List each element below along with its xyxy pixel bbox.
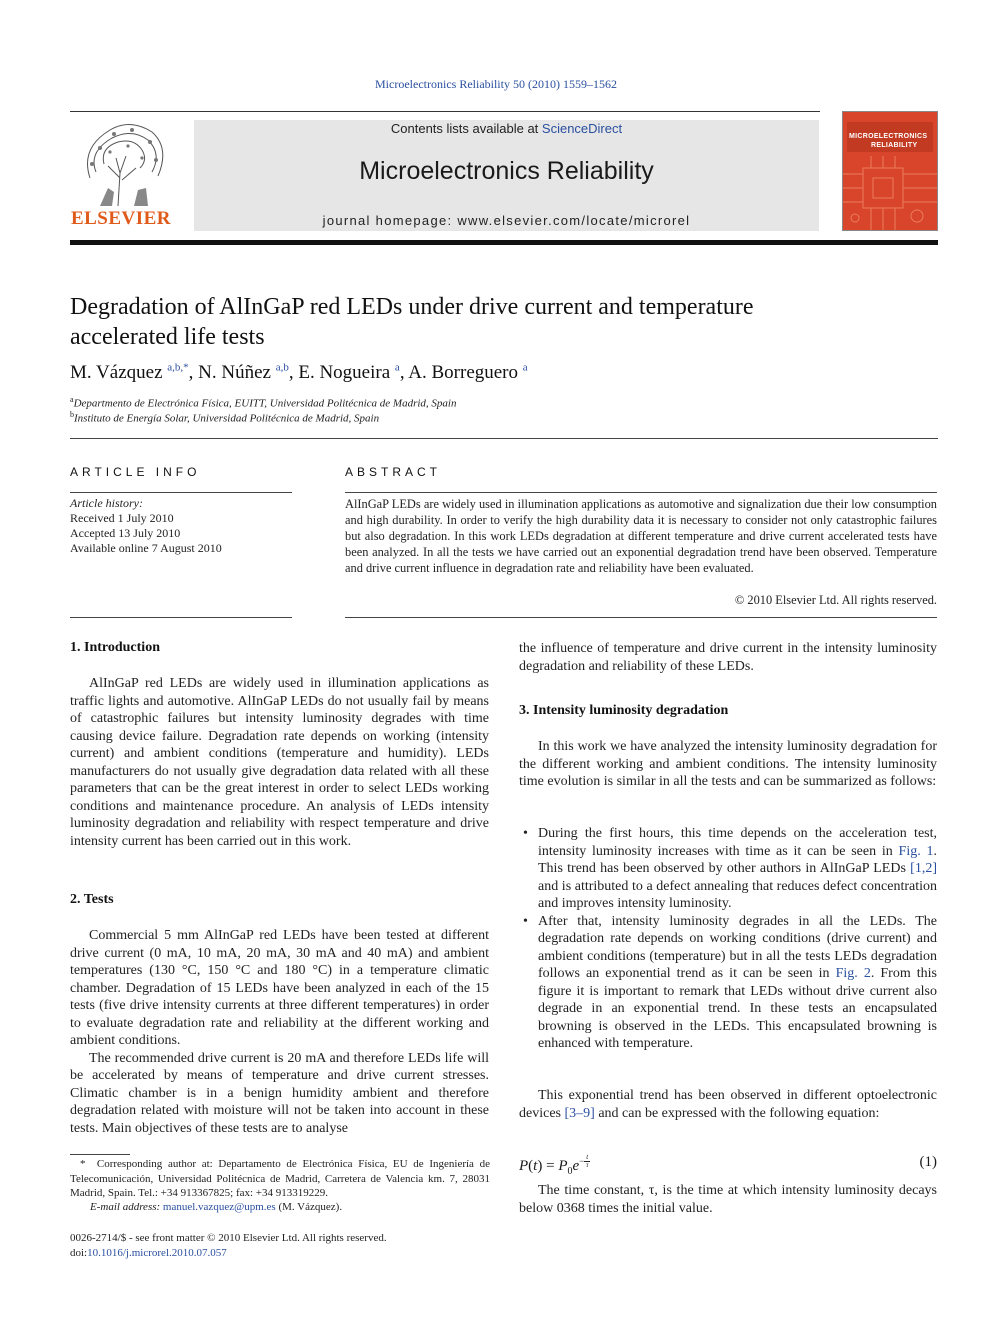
- abstract-bottom-rule: [345, 617, 937, 618]
- email-footnote: [70, 1200, 490, 1215]
- elsevier-logo[interactable]: [70, 118, 172, 230]
- author[interactable]: [198, 362, 298, 383]
- issn-line: 0026-2714/$ - see front matter © 2010 Elsevier Ltd. All rights reserved.: [70, 1232, 387, 1244]
- abstract-heading: ABSTRACT: [345, 465, 442, 479]
- doi-line: [70, 1246, 490, 1261]
- abstract-text: AlInGaP LEDs are widely used in illumination applications as automotive and signalization due their low consumption and high durability. In order to verify the high durability data it is necessary to consider not only catastrophic failures but also degradation. In this work LEDs degradation at different temperature and drive current accelerated tests have been analyzed. In all the tests we have carried out an exponential degradation trend have been observed. Temperature and drive current influence in degradation rate and reliability have been evaluated.: [345, 497, 937, 575]
- equation-formula: $P(t) = P_0e^{-\frac{t}{\tau}}$: [519, 1153, 589, 1177]
- corresponding-text: Corresponding author at: Departamento de Electrónica Física, EU de Ingeniería de Telecomunicación, Universidad Politécnica de Madrid, Carretera de Valencia km. 7, 28031 Madrid, Spain. Tel.: +34 913367825; fax: +34 913319229.: [70, 1158, 490, 1199]
- front-matter: [70, 1231, 490, 1260]
- contents-prefix: Contents lists available at: [390, 121, 542, 136]
- elsevier-tree-icon: [70, 118, 172, 206]
- section-heading-introduction: 1. Introduction: [70, 640, 160, 655]
- degradation-body-3: [519, 1182, 937, 1217]
- author-affiliation-mark[interactable]: a: [394, 362, 400, 374]
- section-heading-degradation: 3. Intensity luminosity degradation: [519, 703, 729, 718]
- author-separator: ,: [399, 362, 409, 384]
- footnote-star: *: [80, 1158, 86, 1170]
- sciencedirect-link[interactable]: ScienceDirect: [541, 121, 623, 136]
- email-owner: (M. Vázquez).: [278, 1201, 343, 1213]
- equation-1: [519, 1154, 937, 1177]
- tests-body: [70, 927, 489, 1137]
- bullet-text: and is attributed to a defect annealing that reduces defect concentration and improves intensity luminosity.: [538, 878, 937, 911]
- paper-title: [70, 292, 870, 352]
- paragraph: Commercial 5 mm AlInGaP red LEDs have been tested at different drive current (0 mA, 10 mA, 20 mA, 30 mA and 40 mA) and ambient temperatures (130 °C, 150 °C and 180 °C) in a temperature climatic chamber. Degradation of 15 LEDs have been analyzed in each of the 15 tests (five drive intensity currents at three different temperatures) in order to evaluate degradation rate and reliability at the different working and ambient conditions.: [70, 928, 489, 1048]
- article-history-label: Article history:: [70, 496, 143, 510]
- title-rule: [70, 438, 938, 439]
- journal-title: Microelectronics Reliability: [359, 157, 654, 185]
- reference-1-2-link[interactable]: [1,2]: [910, 861, 937, 876]
- header-thick-rule: [70, 240, 938, 245]
- author-affiliation-mark[interactable]: a: [522, 362, 528, 374]
- author-affiliation-mark[interactable]: a,b,*: [167, 362, 189, 374]
- paper-title-line-2: accelerated life tests: [70, 324, 265, 350]
- degradation-body: [519, 738, 937, 791]
- affiliation-mark: a: [70, 395, 74, 404]
- introduction-body: [70, 675, 489, 850]
- author-affiliation-mark[interactable]: a,b: [275, 362, 289, 374]
- author[interactable]: [408, 362, 527, 383]
- email-link[interactable]: manuel.vazquez@upm.es: [162, 1201, 276, 1213]
- journal-reference[interactable]: Microelectronics Reliability 50 (2010) 1559–1562: [375, 77, 617, 91]
- doi-label: doi:: [70, 1246, 88, 1259]
- author[interactable]: [70, 362, 198, 383]
- cover-title-line-2: RELIABILITY: [871, 142, 918, 149]
- author-name: N. Núñez: [198, 362, 271, 384]
- degradation-body-2: [519, 1087, 937, 1122]
- bullet-text: During the first hours, this time depends on the acceleration test, intensity luminosity increases with time as it can be seen in: [538, 826, 937, 859]
- affiliation-a: [70, 395, 930, 410]
- affiliation-text: Instituto de Energía Solar, Universidad Politécnica de Madrid, Spain: [74, 412, 380, 425]
- article-info-bottom-rule: [70, 617, 292, 618]
- degradation-bullets: [519, 825, 937, 1053]
- received-date: Received 1 July 2010: [70, 511, 174, 525]
- paragraph-text: and can be expressed with the following equation:: [594, 1105, 880, 1121]
- paragraph: AlInGaP red LEDs are widely used in illumination applications as traffic lights and automotive. AlInGaP LEDs do not usually fail by means of catastrophic failures but intensity luminosity degrades with time causing device failure. Degradation rate depends on working (intensity current) and ambient conditions (temperature and humidity). LEDs manufacturers do not usually give degradation data related with all these parameters that can be the great interest in order to select LEDs working conditions and maintenance procedure. An analysis of LEDs intensity luminosity degradation and reliability with respect temperature and drive intensity current has been carried out in this work.: [70, 676, 489, 849]
- bullet-text: . This trend has been observed by other authors in AlInGaP LEDs: [538, 843, 937, 876]
- paragraph: [519, 1087, 937, 1122]
- abstract-copyright: © 2010 Elsevier Ltd. All rights reserved.: [734, 593, 937, 607]
- footnote-rule: [70, 1154, 130, 1155]
- article-info-rule: [70, 492, 292, 493]
- cover-title: [849, 132, 933, 150]
- affiliation-text: Departmento de Electrónica Física, EUITT, Universidad Politécnica de Madrid, Spain: [73, 397, 457, 410]
- tests-continuation: [519, 640, 937, 675]
- paragraph: The time constant, τ, is the time at which intensity luminosity decays below 0368 times the initial value.: [519, 1183, 937, 1216]
- figure-2-link[interactable]: Fig. 2: [835, 966, 871, 981]
- author-name: A. Borreguero: [408, 362, 519, 384]
- doi-link[interactable]: 10.1016/j.microrel.2010.07.057: [87, 1246, 227, 1259]
- author[interactable]: [298, 362, 408, 383]
- author-name: E. Nogueira: [298, 362, 391, 384]
- article-history: [70, 496, 292, 556]
- journal-homepage[interactable]: journal homepage: www.elsevier.com/locate/microrel: [322, 213, 691, 228]
- publisher-wordmark: ELSEVIER: [70, 208, 172, 229]
- journal-cover[interactable]: [842, 111, 938, 231]
- author-separator: ,: [188, 362, 199, 384]
- paragraph: In this work we have analyzed the intensity luminosity degradation for the different working and ambient conditions. The intensity luminosity time evolution is similar in all the tests and can be summarized as follows:: [519, 739, 937, 789]
- paragraph-text: This exponential trend has been observed in different optoelectronic devices: [519, 1088, 937, 1121]
- cover-title-line-1: MICROELECTRONICS: [849, 133, 928, 140]
- article-info-heading: ARTICLE INFO: [70, 465, 201, 479]
- journal-banner: [194, 120, 819, 231]
- bullet-text: . From this figure it is important to remark that LEDs without drive current also degrade in an exponential trend. In these tests an encapsulated browning is observed in the LEDs. This encapsulated browning is enhanced with temperature.: [538, 966, 938, 1051]
- header-rule: [70, 111, 820, 112]
- bullet-item: [519, 825, 937, 913]
- bullet-item: [519, 913, 937, 1053]
- online-date: Available online 7 August 2010: [70, 541, 222, 555]
- cover-circuit-icon: [843, 112, 938, 231]
- contents-line: [194, 121, 819, 136]
- corresponding-author-footnote: [70, 1157, 490, 1201]
- email-label: E-mail address:: [90, 1201, 161, 1213]
- paragraph: The recommended drive current is 20 mA and therefore LEDs life will be accelerated by means of temperature and drive current stresses. Climatic chamber is in a benign humidity ambient and therefore degradation related with moisture will not be taken into account in these tests. Main objectives of these tests are to analyse: [70, 1050, 489, 1136]
- bullet-list: [519, 825, 937, 1053]
- abstract-rule: [345, 492, 937, 493]
- section-heading-tests: 2. Tests: [70, 892, 114, 907]
- author-separator: ,: [288, 362, 299, 384]
- equation-number: (1): [919, 1154, 937, 1170]
- author-list: [70, 362, 930, 384]
- reference-3-9-link[interactable]: [3–9]: [564, 1105, 595, 1121]
- affiliation-b: [70, 410, 930, 425]
- bullet-text: After that, intensity luminosity degrades in all the LEDs. The degradation rate depends on working conditions (drive current) and ambient conditions (temperature) but in all the tests LEDs degradation follows an exponential trend as it can be seen in: [538, 913, 937, 981]
- accepted-date: Accepted 13 July 2010: [70, 526, 181, 540]
- figure-1-link[interactable]: Fig. 1: [898, 843, 934, 859]
- affiliation-mark: b: [70, 410, 74, 419]
- paragraph: the influence of temperature and drive current in the intensity luminosity degradation and reliability of these LEDs.: [519, 641, 937, 674]
- author-name: M. Vázquez: [70, 362, 163, 384]
- paper-title-line-1: Degradation of AlInGaP red LEDs under drive current and temperature: [70, 294, 754, 320]
